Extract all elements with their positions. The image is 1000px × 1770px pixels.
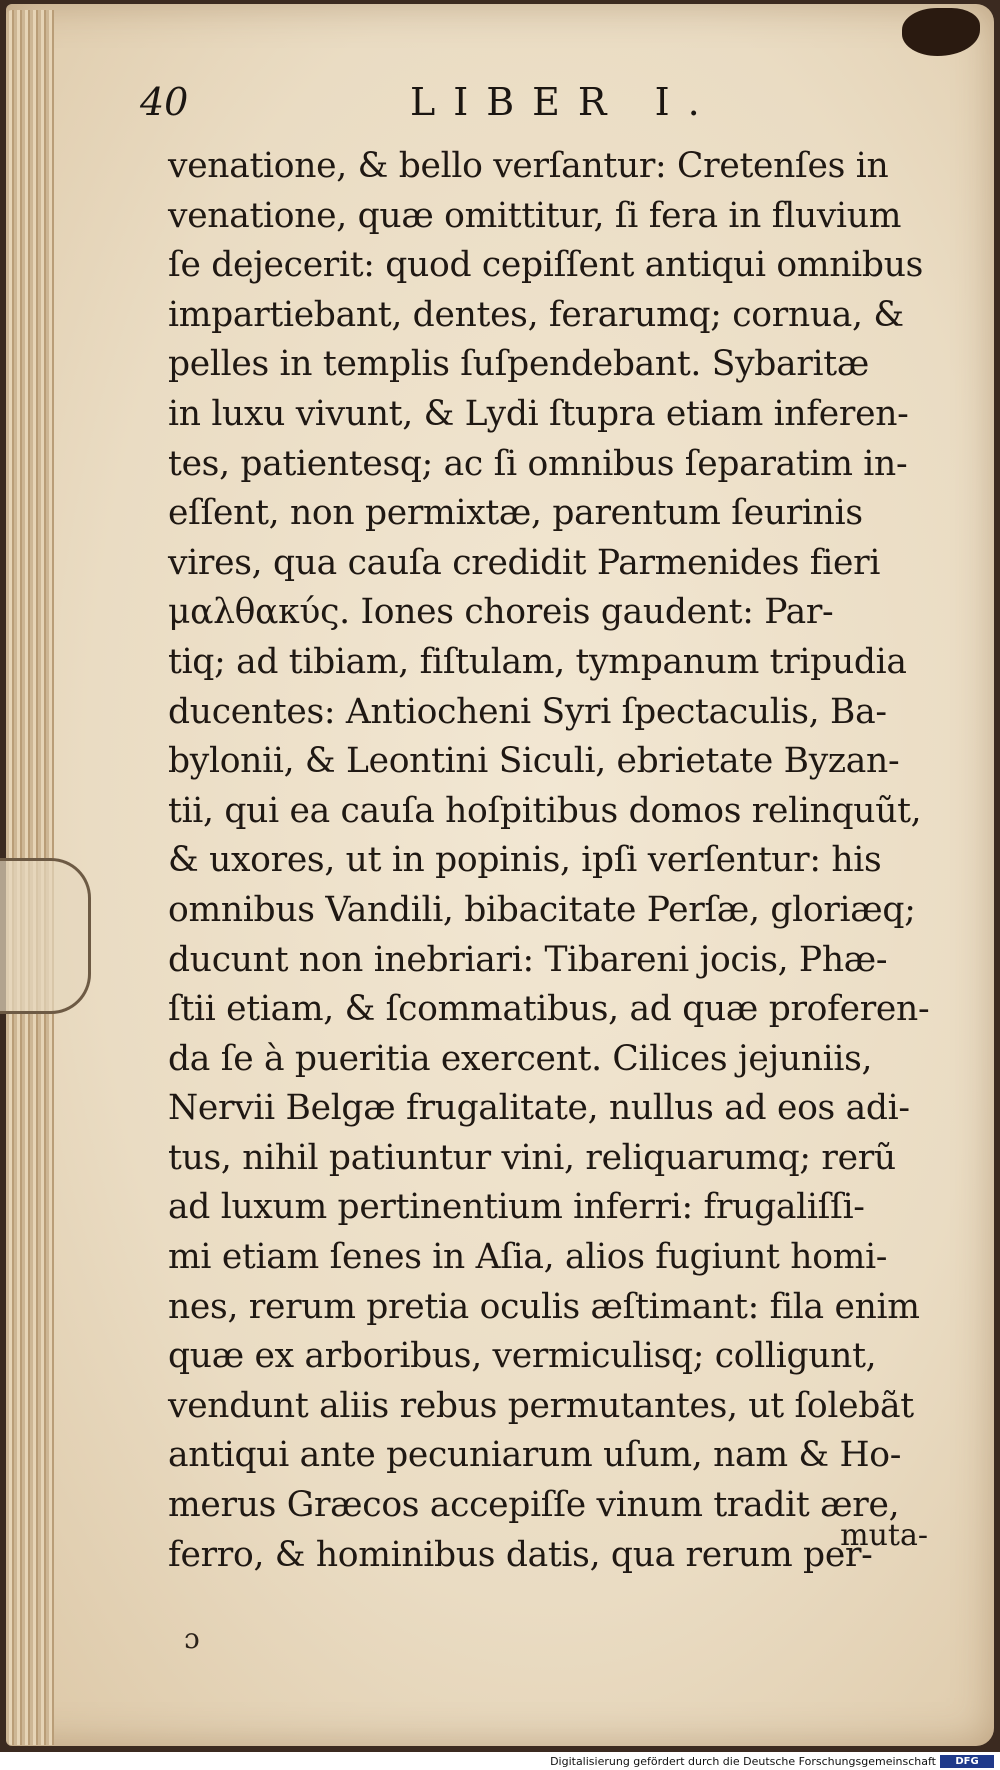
text-line: ducentes: Antiocheni Syri ſpectaculis, Ba-	[168, 691, 887, 732]
text-line: antiqui ante pecuniarum uſum, nam & Ho-	[168, 1435, 902, 1476]
text-line: ſe dejecerit: quod cepiſſent antiqui omnibus	[168, 245, 924, 286]
text-line: impartiebant, dentes, ferarumq; cornua, &	[168, 294, 904, 335]
text-line: nes, rerum pretia oculis æſtimant: fila enim	[168, 1286, 920, 1327]
footer-bar	[0, 1752, 1000, 1770]
text-line: vendunt aliis rebus permutantes, ut ſolebãt	[168, 1385, 914, 1426]
digitization-credit: Digitalisierung gefördert durch die Deutsche Forschungsgemeinschaft	[550, 1755, 936, 1768]
text-line: bylonii, & Leontini Siculi, ebrietate Byzan-	[168, 741, 900, 782]
text-line: ſtii etiam, & ſcommatibus, ad quæ proferen-	[168, 989, 930, 1030]
text-line: Nervii Belgæ frugalitate, nullus ad eos adi-	[168, 1088, 910, 1129]
text-line: ducunt non inebriari: Tibareni jocis, Phæ-	[168, 939, 888, 980]
catchword: muta-	[840, 1518, 928, 1553]
text-line: pelles in templis ſuſpendebant. Sybaritæ	[168, 344, 869, 385]
text-line: mi etiam ſenes in Aſia, alios fugiunt homi-	[168, 1237, 888, 1278]
signature-mark: ɔ	[184, 1622, 200, 1655]
text-line: venatione, quæ omittitur, ſi fera in fluvium	[168, 195, 902, 236]
text-line: eſſent, non permixtæ, parentum ſeurinis	[168, 493, 863, 534]
text-line: tus, nihil patiuntur vini, reliquarumq; rerũ	[168, 1137, 896, 1178]
text-line: omnibus Vandili, bibacitate Perſæ, gloriæq;	[168, 889, 916, 930]
page-number: 40	[140, 80, 189, 124]
text-line: da ſe à pueritia exercent. Cilices jejuniis,	[168, 1038, 873, 1079]
book-clasp	[0, 858, 91, 1014]
page-header	[140, 80, 940, 130]
text-line: tiq; ad tibiam, fiſtulam, tympanum tripudia	[168, 641, 907, 682]
text-line: merus Græcos accepiſſe vinum tradit ære,	[168, 1485, 900, 1526]
text-line: & uxores, ut in popinis, ipſi verſentur: his	[168, 840, 882, 881]
text-line: venatione, & bello verſantur: Cretenſes in	[168, 146, 889, 186]
text-line: ad luxum pertinentium inferri: frugaliſſi-	[168, 1187, 865, 1228]
text-line: vires, qua cauſa credidit Parmenides fieri	[168, 542, 881, 583]
text-line: μαλθακύς. Iones choreis gaudent: Par-	[168, 592, 834, 633]
body-text	[168, 142, 948, 1580]
text-line: tii, qui ea cauſa hoſpitibus domos relinquũt,	[168, 790, 922, 831]
text-line: quæ ex arboribus, vermiculisq; colligunt,	[168, 1336, 877, 1377]
text-line: tes, patientesq; ac ſi omnibus ſeparatim in-	[168, 443, 908, 484]
dfg-logo: DFG	[940, 1755, 994, 1768]
running-head: LIBER I.	[410, 80, 718, 124]
text-line: in luxu vivunt, & Lydi ſtupra etiam inferen-	[168, 393, 909, 434]
text-line: ferro, & hominibus datis, qua rerum per-	[168, 1534, 873, 1575]
